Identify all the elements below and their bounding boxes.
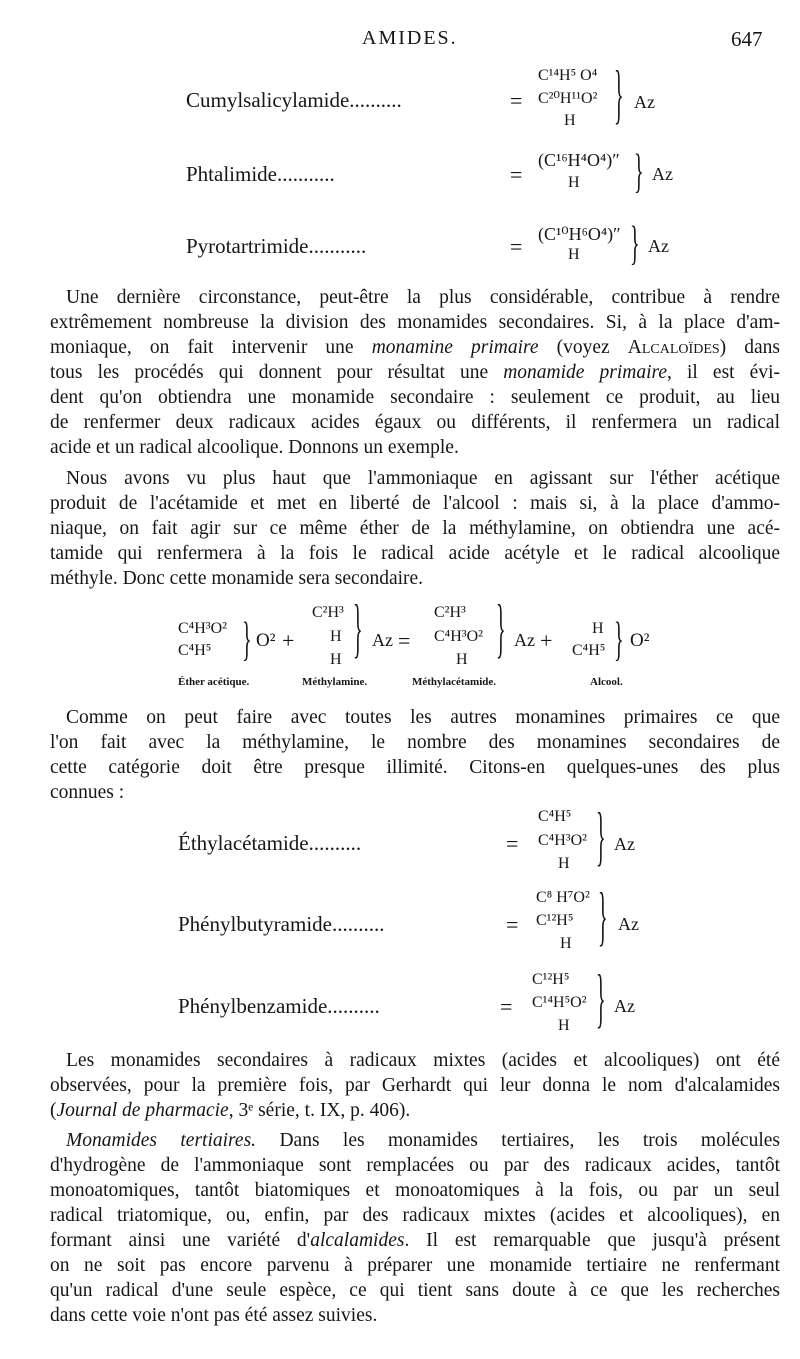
caption-alcool: Alcool.: [590, 676, 623, 688]
brace: }: [634, 145, 644, 199]
formula-line: C⁴H³O²: [538, 832, 587, 849]
paragraph-alcalamides: [50, 1048, 780, 1123]
text-line: extrêmement nombreuse la division des monamides secondaires. Si, à la place d'am-: [50, 312, 780, 333]
formula-line: C⁴H⁵: [538, 808, 572, 825]
text-line: l'on fait avec la méthylamine, le nombre des monamines secondaires de: [50, 732, 780, 753]
azote-symbol: Az: [514, 630, 535, 650]
paragraph-comme-on-peut: [50, 705, 780, 805]
page-number: 647: [731, 27, 763, 51]
formula-line: C⁴H⁵: [572, 642, 606, 659]
formula-line: H: [330, 651, 342, 668]
text-line: qu'un radical d'une seule espèce, ce qui tient sans doute à ce que les recherches: [50, 1280, 780, 1301]
oxygen-term: O²: [256, 630, 276, 651]
azote-symbol: Az: [652, 164, 673, 184]
text-line: Nous avons vu plus haut que l'ammoniaque en agissant sur l'éther acétique: [66, 468, 780, 489]
formula-name: Cumylsalicylamide..........: [186, 88, 402, 112]
equals-sign: =: [506, 912, 519, 937]
text-line: Les monamides secondaires à radicaux mixtes (acides et alcooliques) ont été: [66, 1050, 780, 1071]
formula-line: C²⁰H¹¹O²: [538, 90, 598, 107]
formula-line: C¹⁴H⁵O²: [532, 994, 587, 1011]
formula-line: H: [558, 1017, 570, 1034]
equals-sign: =: [510, 234, 523, 259]
formula-line: C⁴H⁵: [178, 642, 212, 659]
formula-line: C¹⁴H⁵ O⁴: [538, 67, 598, 84]
equals-sign: =: [500, 994, 513, 1019]
equals-sign: =: [510, 162, 523, 187]
text-line: produit de l'acétamide et met en liberté de l'alcool : mais si, à la place d'ammo-: [50, 493, 780, 514]
brace: }: [596, 963, 606, 1037]
formula-line: C⁸ H⁷O²: [536, 889, 590, 906]
azote-symbol: Az: [372, 630, 393, 650]
azote-symbol: Az: [648, 236, 669, 256]
formula-line: H: [456, 651, 468, 668]
equals-sign: =: [398, 628, 411, 653]
formula-line: H: [330, 628, 342, 645]
formula-line: (C¹⁰H⁶O⁴)″: [538, 224, 621, 244]
text-line: tamide qui renfermera à la fois le radical acide acétyle et le radical alcoolique: [50, 543, 780, 564]
caption-methylacetamide: Méthylacétamide.: [412, 676, 496, 688]
equals-sign: =: [510, 88, 523, 113]
formula-line: C²H³: [434, 604, 466, 621]
plus-sign: +: [282, 628, 295, 653]
formula-name: Pyrotartrimide...........: [186, 234, 367, 258]
text-line: radical triatomique, ou, enfin, par des radicaux mixtes (acides et alcooliques), en: [50, 1205, 780, 1226]
formula-name: Phénylbenzamide..........: [178, 994, 380, 1018]
text-line: connues :: [50, 782, 125, 803]
equals-sign: =: [506, 831, 519, 856]
paragraph-example: [50, 466, 780, 591]
text-line: tous les procédés qui donnent pour résultat une monamide primaire, il est évi-: [50, 362, 780, 383]
text-line: monoatomiques, tantôt biatomiques et monoatomiques à la fois, ou par un seul: [50, 1180, 780, 1201]
formula-line: H: [568, 174, 580, 191]
text-line: Comme on peut faire avec toutes les autres monamines primaires ce que: [66, 707, 780, 728]
caption-methylamine: Méthylamine.: [302, 676, 368, 688]
formula-line: H: [558, 855, 570, 872]
text-line: cette catégorie doit être presque illimité. Citons-en quelques-unes des plus: [50, 757, 780, 778]
text-line: dent qu'on obtiendra une monamide secondaire : seulement ce produit, au lieu: [50, 387, 780, 408]
brace: }: [614, 59, 624, 133]
brace: }: [598, 881, 608, 955]
formula-line: H: [568, 246, 580, 263]
formula-name: Phtalimide...........: [186, 162, 335, 186]
text-line: dans cette voie n'ont pas été assez suivies.: [50, 1305, 378, 1326]
azote-symbol: Az: [614, 834, 635, 854]
caption-ether-acetique: Éther acétique.: [178, 676, 250, 688]
formula-line: C⁴H³O²: [434, 628, 483, 645]
brace: }: [353, 593, 363, 667]
running-header-title: AMIDES.: [362, 27, 458, 49]
text-line: d'hydrogène de l'ammoniaque sont remplacées ou par des radicaux acides, tantôt: [50, 1155, 780, 1176]
brace: }: [596, 801, 606, 875]
text-line: moniaque, on fait intervenir une monamine primaire (voyez Alcaloïdes) dans: [50, 337, 780, 358]
formula-name: Phénylbutyramide..........: [178, 912, 385, 936]
brace: }: [496, 593, 506, 667]
formula-line: H: [592, 620, 604, 637]
plus-sign: +: [540, 628, 553, 653]
text-line: formant ainsi une variété d'alcalamides. Il est remarquable que jusqu'à présent: [50, 1230, 780, 1251]
text-line: observées, pour la première fois, par Gerhardt qui leur donna le nom d'alcalamides: [50, 1075, 780, 1096]
paragraph-secondary-monamides: [50, 285, 780, 460]
formula-name: Éthylacétamide..........: [178, 831, 362, 855]
text-line: on ne soit pas encore parvenu à préparer une monamide tertiaire ne renfermant: [50, 1255, 780, 1276]
formula-line: H: [564, 112, 576, 129]
text-line: Monamides tertiaires. Dans les monamides tertiaires, les trois molécules: [66, 1130, 780, 1151]
formula-line: H: [560, 935, 572, 952]
text-line: de renfermer deux radicaux acides égaux ou différents, il renfermera un radical: [50, 412, 780, 433]
text-line: (Journal de pharmacie, 3ᵉ série, t. IX, p. 406).: [50, 1100, 411, 1121]
formula-line: (C¹⁶H⁴O⁴)″: [538, 150, 620, 170]
azote-symbol: Az: [614, 996, 635, 1016]
text-line: Une dernière circonstance, peut-être la plus considérable, contribue à rendre: [66, 287, 780, 308]
text-line: méthyle. Donc cette monamide sera secondaire.: [50, 568, 424, 589]
brace: }: [614, 613, 624, 667]
brace: }: [630, 217, 640, 271]
text-line: acide et un radical alcoolique. Donnons un exemple.: [50, 437, 459, 458]
formula-line: C¹²H⁵: [532, 971, 570, 988]
brace: }: [242, 613, 252, 667]
paragraph-monamides-tertiaires: [50, 1128, 780, 1328]
oxygen-term: O²: [630, 630, 650, 651]
text-line: niaque, on fait agir sur ce même éther de la méthylamine, on obtiendra une acé-: [50, 518, 780, 539]
formula-line: C¹²H⁵: [536, 912, 574, 929]
formula-line: C²H³: [312, 604, 344, 621]
azote-symbol: Az: [618, 914, 639, 934]
azote-symbol: Az: [634, 92, 655, 112]
formula-line: C⁴H³O²: [178, 620, 227, 637]
